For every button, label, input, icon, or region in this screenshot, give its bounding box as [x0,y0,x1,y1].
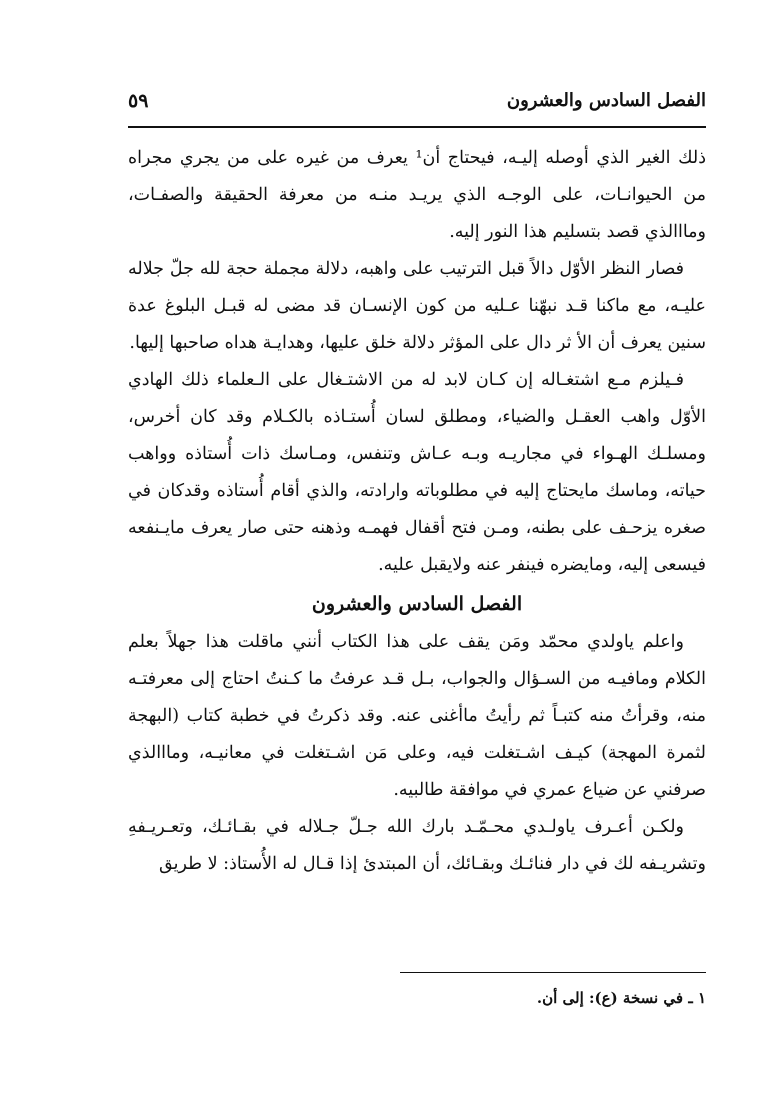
paragraph: ذلك الغير الذي أوصله إليـه، فيحتاج أن¹ يعرف من غيره على من يجري مجراه من الحيوانـات، على الوجـه الذي يريـد منـه من معرفة الحقيقة والصفـات، ومااالذي قصد بتسليم هذا النور إليه. [128,148,706,242]
section-heading: الفصل السادس والعشرون [311,593,523,615]
footnote: ١ ـ في نسخة (ع): إلى أن. [536,989,706,1007]
body-text [128,140,706,883]
paragraph: واعلم ياولدي محمّد ومَن يقف على هذا الكتاب أنني ماقلت هذا جهلاً بعلم الكلام ومافيـه من السـؤال والجواب، بـل قـد عرفتُ ما كـنتُ احتاج إلى معرفتـه منه، وقرأتُ منه كتبـاً ثم رأيتُ ماأغنى عنه. وقد ذكرتُ في خطبة كتاب (البهجة لثمرة المهجة) كيـف اشـتغلت فيه، وعلى مَن اشـتغلت في معانيـه، ومااالذي صرفني عن ضياع عمري في موافقة طالبيه. [128,632,706,800]
page-number: ٥٩ [128,90,149,112]
paragraph: فـيلزم مـع اشتغـاله إن كـان لابد له من الاشتـغال على الـعلماء ذلك الهادي الأوّل واهب العقـل والضياء، ومطلق لسان أُستـاذه بالكـلام وقد كان أخرس، ومسلـك الهـواء في مجاريـه وبـه عـاش وتنفس، ومـاسك ذات أُستاذه وواهب حياته، وماسك مايحتاج إليه في مطلوباته وارادته، والذي أقام أُستاذه وقدكان في صغره يزحـف على بطنه، ومـن فتح أقفال فهمـه وذهنه حتى صار يعرف مايـنفعه فيسعى إليه، ومايضره فينفر عنه ولايقبل عليه. [128,370,706,575]
page-header [128,86,706,120]
paragraph: فصار النظر الأوّل دالاً قبل الترتيب على واهبه، دلالة مجملة حجة لله جلّ جلاله عليـه، مع ماكنا قـد نبهّنا عـليه من كون الإنسـان قد مضى له قبـل البلوغ عدة سنين يعرف أن الأ ثر دال على المؤثر دلالة خلق عليها، وهدايـة هداه صاحبها إليها. [128,259,706,353]
paragraph: ولكـن أعـرف ياولـدي محـمّـد بارك الله جـلّ جـلاله في بقـائـك، وتعـريـفهِ وتشريـفه لك في دار فنائـك وبقـائك، أن المبتدئ إذا قـال له الأُستاذ: لا طريق [128,817,706,874]
footnote-rule [400,972,706,973]
running-head: الفصل السادس والعشرون [506,90,706,111]
header-rule [128,126,706,128]
